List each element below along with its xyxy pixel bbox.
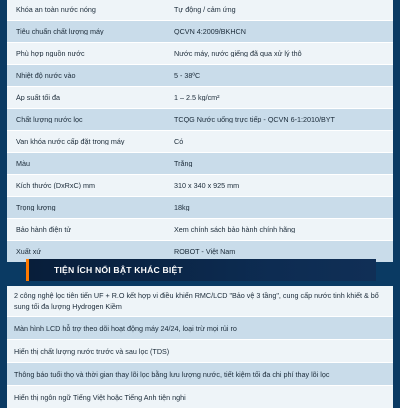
feature-text: Hiển thị chất lượng nước trước và sau lọc (TDS) <box>14 346 170 356</box>
spec-label: Áp suất tối đa <box>16 93 60 102</box>
spec-label: Màu <box>16 159 30 168</box>
feature-text: Màn hình LCD hỗ trợ theo dõi hoạt động máy 24/24, loại trừ mọi rủi ro <box>14 323 237 333</box>
section-title: TIỆN ÍCH NỔI BẬT KHÁC BIỆT <box>54 265 183 275</box>
spec-label: Phù hợp nguồn nước <box>16 49 85 58</box>
feature-item <box>7 286 393 316</box>
spec-value: Có <box>174 137 184 146</box>
section-header <box>26 259 376 281</box>
spec-value: Nước máy, nước giếng đã qua xử lý thô <box>174 49 302 58</box>
spec-row <box>7 65 393 86</box>
spec-row <box>7 109 393 130</box>
spec-label: Nhiệt độ nước vào <box>16 71 76 80</box>
spec-value: 310 x 340 x 925 mm <box>174 181 240 190</box>
spec-value: 5 - 38ºC <box>174 71 201 80</box>
spec-row <box>7 87 393 108</box>
spec-value: Trắng <box>174 159 193 168</box>
spec-label: Tiêu chuẩn chất lượng máy <box>16 27 104 36</box>
spec-label: Van khóa nước cấp đặt trong máy <box>16 137 125 146</box>
spec-row <box>7 0 393 20</box>
feature-text: 2 công nghệ lọc tiên tiến UF + R.O kết hợp vi điều khiển RMC/LCD "Bảo vệ 3 tầng", cung cấp nước tinh khiết & bổ sung tối đa lượng Hydrogen Kiềm <box>14 291 379 311</box>
feature-item <box>7 363 393 385</box>
spec-value: ROBOT - Việt Nam <box>174 247 236 256</box>
feature-text: Hiển thị ngôn ngữ Tiếng Việt hoặc Tiếng Anh tiện nghi <box>14 392 186 402</box>
feature-list <box>7 286 393 408</box>
spec-value: TCQG Nước uống trực tiếp - QCVN 6-1:2010/BYT <box>174 115 335 124</box>
spec-label: Xuất xứ <box>16 247 42 256</box>
spec-row <box>7 43 393 64</box>
feature-text: Thông báo tuổi thọ và thời gian thay lõi lọc bằng lưu lượng nước, tiết kiệm tối đa chi phí thay lõi lọc <box>14 369 330 379</box>
spec-value: 1 – 2.5 kg/cm² <box>174 93 220 102</box>
spec-row <box>7 21 393 42</box>
spec-label: Bảo hành điện tử <box>16 225 72 234</box>
spec-row <box>7 131 393 152</box>
spec-label: Chất lượng nước lọc <box>16 115 83 124</box>
feature-item <box>7 317 393 339</box>
spec-value: Tự động / cảm ứng <box>174 6 236 14</box>
spec-row <box>7 153 393 174</box>
spec-value: QCVN 4:2009/BKHCN <box>174 27 246 36</box>
spec-value: Xem chính sách bảo hành chính hãng <box>174 225 296 234</box>
feature-item <box>7 340 393 362</box>
spec-row <box>7 219 393 240</box>
spec-row <box>7 197 393 218</box>
spec-value: 18kg <box>174 203 190 212</box>
feature-item <box>7 386 393 408</box>
spec-label: Kích thước (DxRxC) mm <box>16 181 96 190</box>
spec-row <box>7 175 393 196</box>
spec-label: Khóa an toàn nước nóng <box>16 6 96 14</box>
spec-label: Trọng lượng <box>16 203 56 212</box>
